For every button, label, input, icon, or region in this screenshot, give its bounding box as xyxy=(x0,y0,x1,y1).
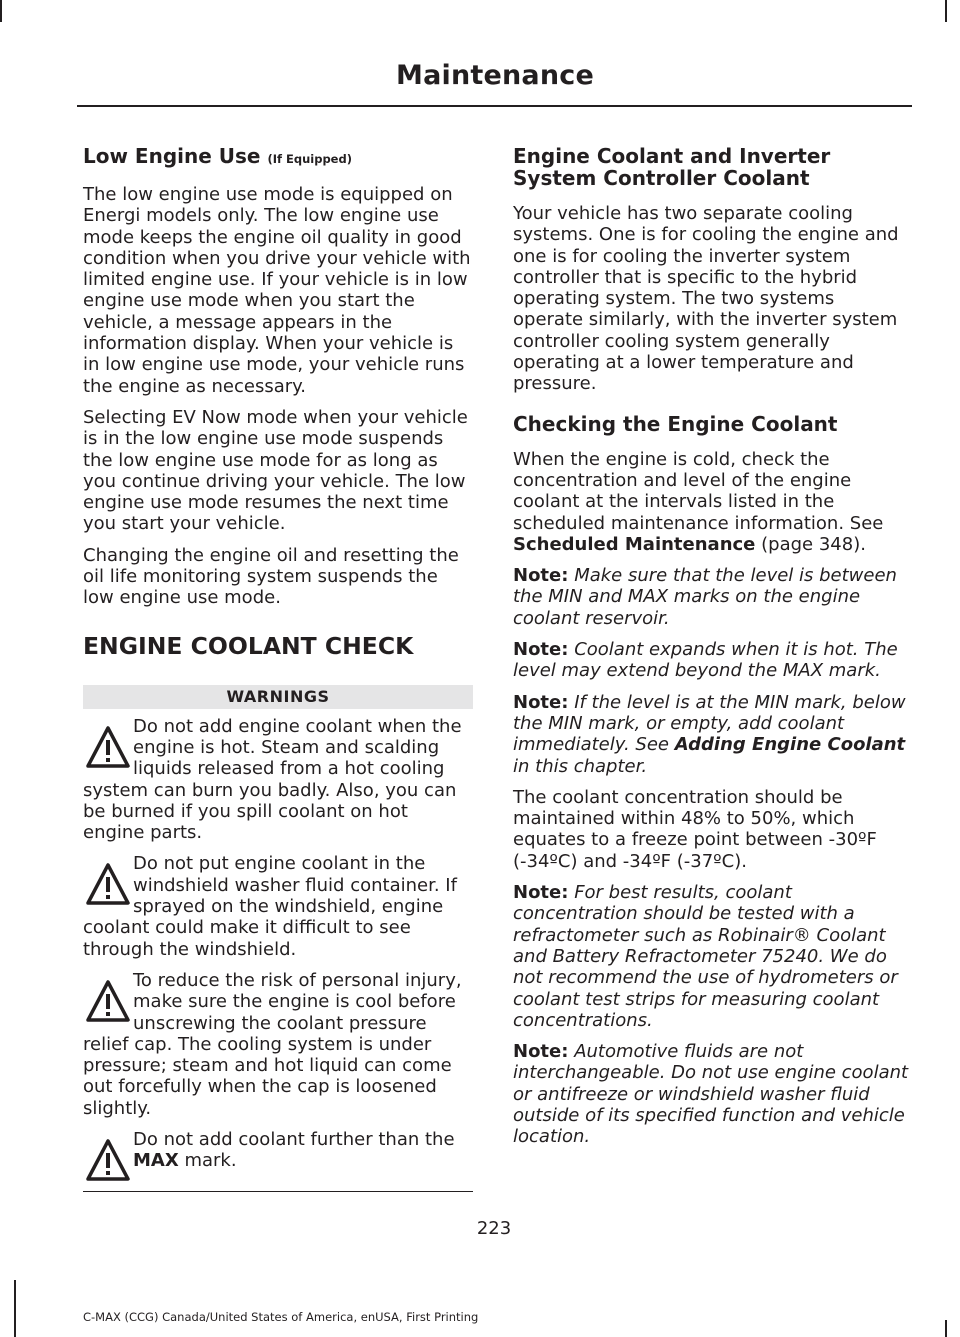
warning-item: Do not add coolant further than the MAX mark. xyxy=(83,1129,473,1172)
left-column xyxy=(83,145,473,1192)
adding-engine-coolant-link[interactable]: Adding Engine Coolant xyxy=(674,734,906,756)
paragraph: When the engine is cold, check the concentration and level of the engine coolant at the intervals listed in the scheduled maintenance information. See Scheduled Maintenance (page 348). xyxy=(513,448,884,555)
warning-triangle-icon xyxy=(83,718,133,778)
note: Note: If the level is at the MIN mark, below the MIN mark, or empty, add coolant immediately. See Adding Engine Coolant in this chapter. xyxy=(513,691,906,777)
checking-coolant-heading: Checking the Engine Coolant xyxy=(513,411,838,436)
page-title: Maintenance xyxy=(396,60,594,91)
paragraph: Selecting EV Now mode when your vehicle is in the low engine use mode suspends the low engine use mode for as long as you continue driving your vehicle. The low engine use mode resumes the next time you start your vehicle. xyxy=(83,406,468,535)
warning-triangle-icon xyxy=(83,972,133,1032)
warning-item: Do not add engine coolant when the engine is hot. Steam and scalding liquids released from a hot cooling system can burn you badly. Also, you can be burned if you spill coolant on hot engine parts. xyxy=(83,715,462,844)
crop-mark xyxy=(945,1320,947,1337)
crop-mark xyxy=(14,1280,16,1337)
coolant-heading: Engine Coolant and Inverter System Controller Coolant xyxy=(513,144,831,190)
warning-triangle-icon xyxy=(83,855,133,915)
paragraph: Changing the engine oil and resetting the oil life monitoring system suspends the low engine use mode. xyxy=(83,544,459,609)
footer-text: C-MAX (CCG) Canada/United States of America, enUSA, First Printing xyxy=(83,1310,479,1324)
note: Note: Automotive fluids are not interchangeable. Do not use engine coolant or antifreeze or windshield washer fluid outside of its specified function and vehicle location. xyxy=(513,1041,909,1148)
crop-mark xyxy=(0,0,2,22)
paragraph: The coolant concentration should be maintained within 48% to 50%, which equates to a freeze point between -30ºF (-34ºC) and -34ºF (-37ºC). xyxy=(513,786,877,872)
scheduled-maintenance-link[interactable]: Scheduled Maintenance xyxy=(513,533,756,555)
warning-triangle-icon xyxy=(83,1131,133,1191)
warnings-divider xyxy=(83,1191,473,1193)
header-divider xyxy=(77,105,912,107)
paragraph: The low engine use mode is equipped on Energi models only. The low engine use mode keeps the engine oil quality in good condition when you drive your vehicle with limited engine use. If your vehicle is in low engine use mode when you start the vehicle, a message appears in the information display. When your vehicle is in low engine use mode, your vehicle runs the engine as necessary. xyxy=(83,184,471,397)
page-number: 223 xyxy=(476,1218,512,1239)
warning-item: Do not put engine coolant in the windshield washer fluid container. If sprayed on the windshield, engine coolant could make it difficult to see through the windshield. xyxy=(83,853,457,960)
note: Note: For best results, coolant concentration should be tested with a refractometer such as Robinair® Coolant and Battery Refractometer 75240. We do not recommend the use of hydrometers or coolant test strips for measuring coolant concentrations. xyxy=(513,882,898,1031)
low-engine-use-heading: Low Engine Use (If Equipped) xyxy=(83,144,352,168)
section-heading: ENGINE COOLANT CHECK xyxy=(83,631,414,660)
warning-item: To reduce the risk of personal injury, make sure the engine is cool before unscrewing the coolant pressure relief cap. The cooling system is under pressure; steam and hot liquid can come out forcefully when the cap is loosened slightly. xyxy=(83,969,462,1119)
warnings-header: WARNINGS xyxy=(83,685,473,709)
paragraph: Your vehicle has two separate cooling systems. One is for cooling the engine and one is for cooling the inverter system controller that is specific to the hybrid operating system. The two systems operate similarly, with the inverter system controller cooling system generally operating at a lower temperature and pressure. xyxy=(513,203,899,395)
crop-mark xyxy=(945,0,947,22)
right-column xyxy=(513,145,909,1158)
note: Note: Coolant expands when it is hot. The level may extend beyond the MAX mark. xyxy=(513,639,898,682)
note: Note: Make sure that the level is between the MIN and MAX marks on the engine coolant reservoir. xyxy=(513,565,897,629)
